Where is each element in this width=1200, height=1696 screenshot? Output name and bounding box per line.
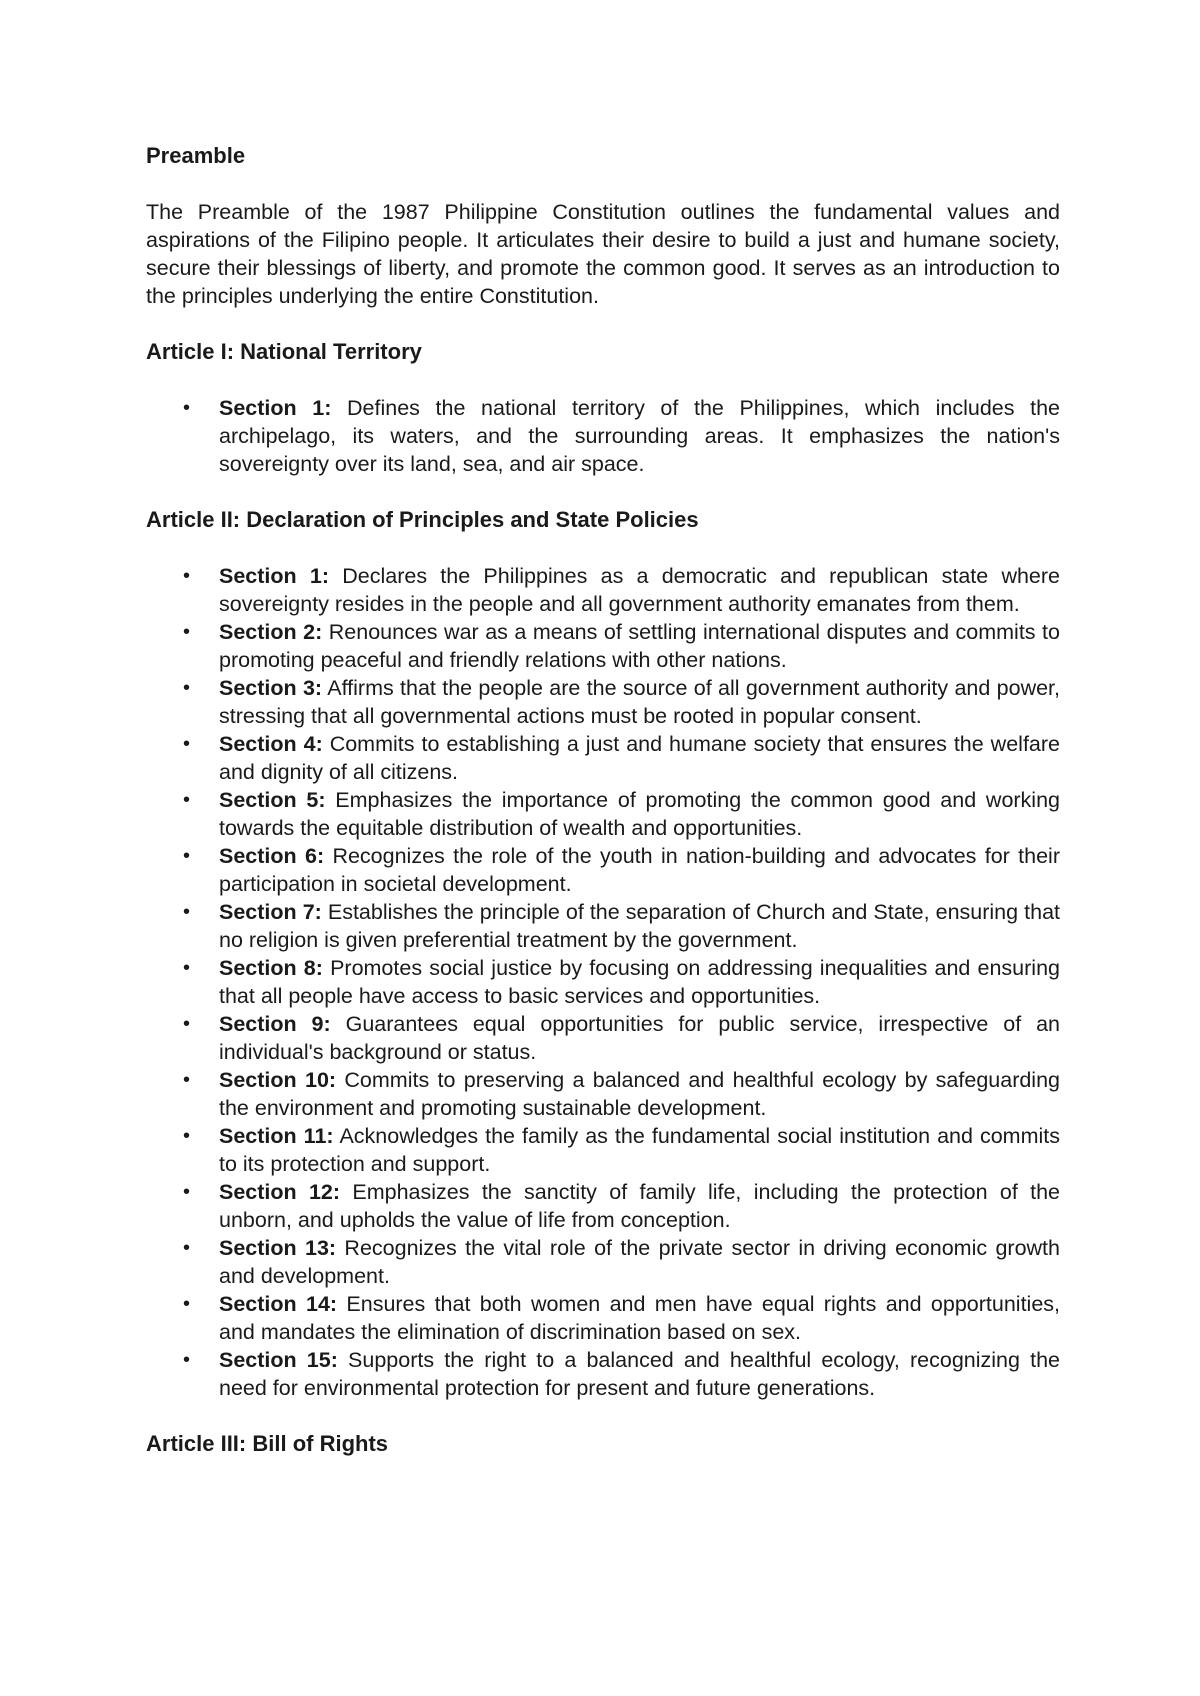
bullet-icon: • [183, 845, 191, 867]
bullet-icon: • [183, 397, 191, 419]
article-3-heading: Article III: Bill of Rights [146, 1431, 389, 1456]
section-text: Ensures that both women and men have equal rights and opportunities, and mandates the elimination of discrimination based on sex. [219, 1292, 1060, 1344]
section-text: Renounces war as a means of settling international disputes and commits to promoting peaceful and friendly relations with other nations. [219, 620, 1060, 672]
bullet-icon: • [183, 1013, 191, 1035]
bullet-icon: • [183, 957, 191, 979]
list-item [146, 394, 1060, 478]
bullet-icon: • [183, 1125, 191, 1147]
section-label: Section 2: [219, 620, 323, 644]
section-label: Section 3: [219, 676, 323, 700]
section-text: Recognizes the vital role of the private sector in driving economic growth and development. [219, 1236, 1060, 1288]
list-item [146, 730, 1060, 786]
section-text: Supports the right to a balanced and healthful ecology, recognizing the need for environmental protection for present and future generations. [219, 1348, 1060, 1400]
list-item [146, 898, 1060, 954]
section-label: Section 15: [219, 1348, 338, 1372]
list-item [146, 1290, 1060, 1346]
article-1-section-list [146, 394, 1060, 478]
section-text: Guarantees equal opportunities for public service, irrespective of an individual's background or status. [219, 1012, 1060, 1064]
list-item [146, 954, 1060, 1010]
section-label: Section 4: [219, 732, 323, 756]
section-label: Section 1: [219, 396, 332, 420]
section-text: Affirms that the people are the source of all government authority and power, stressing that all governmental actions must be rooted in popular consent. [219, 676, 1060, 728]
article-1-heading: Article I: National Territory [146, 339, 422, 364]
list-item [146, 786, 1060, 842]
section-text: Emphasizes the importance of promoting the common good and working towards the equitable distribution of wealth and opportunities. [219, 788, 1060, 840]
section-label: Section 8: [219, 956, 323, 980]
bullet-icon: • [183, 733, 191, 755]
bullet-icon: • [183, 789, 191, 811]
section-text: Acknowledges the family as the fundamental social institution and commits to its protection and support. [219, 1124, 1061, 1176]
list-item [146, 1010, 1060, 1066]
list-item [146, 1234, 1060, 1290]
section-label: Section 6: [219, 844, 325, 868]
bullet-icon: • [183, 1181, 191, 1203]
preamble-heading: Preamble [146, 143, 246, 168]
bullet-icon: • [183, 677, 191, 699]
bullet-icon: • [183, 1237, 191, 1259]
section-label: Section 5: [219, 788, 326, 812]
section-text: Emphasizes the sanctity of family life, including the protection of the unborn, and upholds the value of life from conception. [219, 1180, 1061, 1232]
section-label: Section 13: [219, 1236, 337, 1260]
section-text: Declares the Philippines as a democratic and republican state where sovereignty resides in the people and all government authority emanates from them. [219, 564, 1060, 616]
list-item [146, 1066, 1060, 1122]
list-item [146, 562, 1060, 618]
list-item [146, 842, 1060, 898]
article-2-section-list [146, 562, 1060, 1402]
list-item [146, 1178, 1060, 1234]
section-label: Section 7: [219, 900, 322, 924]
section-text: Establishes the principle of the separation of Church and State, ensuring that no religion is given preferential treatment by the government. [219, 900, 1060, 952]
bullet-icon: • [183, 1069, 191, 1091]
list-item [146, 674, 1060, 730]
section-label: Section 10: [219, 1068, 337, 1092]
list-item [146, 618, 1060, 674]
preamble-text: The Preamble of the 1987 Philippine Constitution outlines the fundamental values and aspirations of the Filipino people. It articulates their desire to build a just and humane society, secure their blessings of liberty, and promote the common good. It serves as an introduction to the principles underlying the entire Constitution. [146, 200, 1060, 308]
bullet-icon: • [183, 621, 191, 643]
bullet-icon: • [183, 1293, 191, 1315]
section-label: Section 9: [219, 1012, 331, 1036]
bullet-icon: • [183, 1349, 191, 1371]
section-label: Section 12: [219, 1180, 341, 1204]
list-item [146, 1122, 1060, 1178]
bullet-icon: • [183, 565, 191, 587]
section-text: Commits to preserving a balanced and healthful ecology by safeguarding the environment and promoting sustainable development. [219, 1068, 1060, 1120]
section-text: Defines the national territory of the Philippines, which includes the archipelago, its waters, and the surrounding areas. It emphasizes the nation's sovereignty over its land, sea, and air space. [219, 396, 1060, 476]
section-text: Commits to establishing a just and humane society that ensures the welfare and dignity of all citizens. [219, 732, 1060, 784]
list-item [146, 1346, 1060, 1402]
bullet-icon: • [183, 901, 191, 923]
article-2-heading: Article II: Declaration of Principles and State Policies [146, 507, 699, 532]
section-label: Section 11: [219, 1124, 334, 1148]
section-text: Recognizes the role of the youth in nation-building and advocates for their participation in societal development. [219, 844, 1060, 896]
document-page [146, 142, 1060, 1458]
section-label: Section 14: [219, 1292, 338, 1316]
section-text: Promotes social justice by focusing on addressing inequalities and ensuring that all people have access to basic services and opportunities. [219, 956, 1060, 1008]
section-label: Section 1: [219, 564, 329, 588]
